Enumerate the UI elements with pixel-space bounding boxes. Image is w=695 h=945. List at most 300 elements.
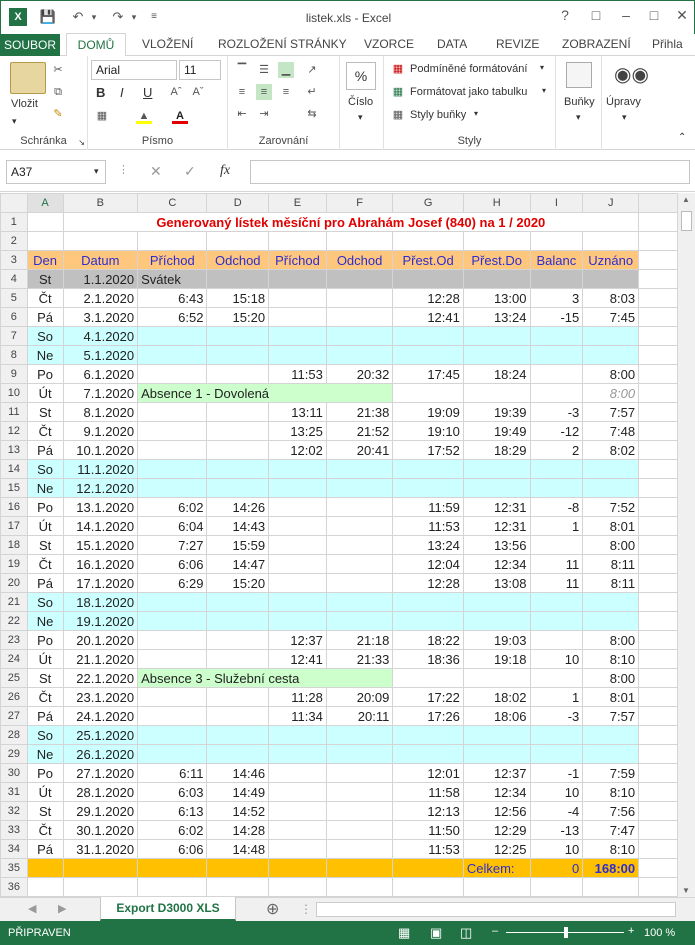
data-cell[interactable]	[138, 593, 207, 612]
minimize-icon[interactable]: –	[622, 7, 630, 23]
data-cell[interactable]	[207, 726, 269, 745]
table-header-cell[interactable]: Odchod	[207, 251, 269, 270]
column-header[interactable]: C	[138, 194, 207, 213]
data-cell[interactable]	[463, 612, 530, 631]
data-cell[interactable]: 19:09	[393, 403, 464, 422]
data-cell[interactable]: 12:01	[393, 764, 464, 783]
data-cell[interactable]: 12:34	[463, 783, 530, 802]
row-header[interactable]: 10	[1, 384, 28, 403]
cell[interactable]	[63, 878, 138, 897]
scroll-down-icon[interactable]: ▼	[682, 886, 690, 895]
date-cell[interactable]: 9.1.2020	[63, 422, 138, 441]
approved-cell[interactable]	[583, 327, 639, 346]
date-cell[interactable]: 6.1.2020	[63, 365, 138, 384]
data-cell[interactable]: 15:59	[207, 536, 269, 555]
cell[interactable]	[63, 232, 138, 251]
column-header[interactable]: F	[326, 194, 392, 213]
cell[interactable]	[639, 631, 678, 650]
row-header[interactable]: 8	[1, 346, 28, 365]
date-cell[interactable]: 5.1.2020	[63, 346, 138, 365]
conditional-format-dropdown-icon[interactable]: ▾	[540, 63, 545, 72]
column-header[interactable]: D	[207, 194, 269, 213]
cell[interactable]	[639, 745, 678, 764]
data-cell[interactable]: 12:37	[269, 631, 327, 650]
cell[interactable]	[27, 878, 63, 897]
day-cell[interactable]: Po	[27, 365, 63, 384]
data-cell[interactable]	[326, 745, 392, 764]
row-header[interactable]: 30	[1, 764, 28, 783]
row-header[interactable]: 1	[1, 213, 28, 232]
data-cell[interactable]	[138, 422, 207, 441]
data-cell[interactable]	[326, 327, 392, 346]
date-cell[interactable]: 22.1.2020	[63, 669, 138, 688]
data-cell[interactable]: -3	[530, 403, 583, 422]
cell[interactable]	[27, 232, 63, 251]
data-cell[interactable]: Svátek	[138, 270, 207, 289]
row-header[interactable]: 16	[1, 498, 28, 517]
approved-cell[interactable]: 7:59	[583, 764, 639, 783]
data-cell[interactable]: 17:26	[393, 707, 464, 726]
row-header[interactable]: 34	[1, 840, 28, 859]
total-cell[interactable]	[27, 859, 63, 878]
data-cell[interactable]	[138, 650, 207, 669]
cell-styles-icon[interactable]: ▦	[392, 109, 404, 121]
column-header[interactable]	[639, 194, 678, 213]
data-cell[interactable]: 12:37	[463, 764, 530, 783]
total-cell[interactable]	[63, 859, 138, 878]
approved-cell[interactable]: 7:45	[583, 308, 639, 327]
data-cell[interactable]	[269, 498, 327, 517]
data-cell[interactable]: 6:29	[138, 574, 207, 593]
cell[interactable]	[207, 232, 269, 251]
data-cell[interactable]: 6:04	[138, 517, 207, 536]
row-header[interactable]: 31	[1, 783, 28, 802]
day-cell[interactable]: So	[27, 726, 63, 745]
fill-color-icon[interactable]: ▲	[136, 108, 152, 124]
data-cell[interactable]	[326, 346, 392, 365]
data-cell[interactable]	[138, 365, 207, 384]
data-cell[interactable]	[393, 327, 464, 346]
add-sheet-icon[interactable]: ⊕	[266, 901, 280, 918]
font-color-icon[interactable]: A	[172, 108, 188, 124]
cell[interactable]	[639, 688, 678, 707]
data-cell[interactable]: -15	[530, 308, 583, 327]
cell[interactable]	[138, 878, 207, 897]
data-cell[interactable]: 11	[530, 555, 583, 574]
cell[interactable]	[639, 213, 678, 232]
maximize-icon[interactable]: □	[649, 7, 659, 23]
data-cell[interactable]	[326, 783, 392, 802]
date-cell[interactable]: 29.1.2020	[63, 802, 138, 821]
data-cell[interactable]: 10	[530, 650, 583, 669]
cell[interactable]	[639, 441, 678, 460]
data-cell[interactable]: 21:52	[326, 422, 392, 441]
name-box[interactable]: A37	[6, 160, 106, 184]
insert-function-icon[interactable]: fx	[220, 163, 231, 178]
row-header[interactable]: 25	[1, 669, 28, 688]
cell[interactable]	[639, 821, 678, 840]
day-cell[interactable]: Po	[27, 764, 63, 783]
conditional-format-icon[interactable]: ▦	[392, 63, 404, 75]
table-header-cell[interactable]: Přest.Od	[393, 251, 464, 270]
date-cell[interactable]: 28.1.2020	[63, 783, 138, 802]
approved-cell[interactable]: 8:10	[583, 783, 639, 802]
column-header[interactable]: E	[269, 194, 327, 213]
data-cell[interactable]: 19:03	[463, 631, 530, 650]
data-cell[interactable]	[530, 346, 583, 365]
date-cell[interactable]: 8.1.2020	[63, 403, 138, 422]
select-all-corner[interactable]	[1, 194, 28, 213]
data-cell[interactable]: 12:28	[393, 574, 464, 593]
total-balance[interactable]: 0	[530, 859, 583, 878]
cell[interactable]	[639, 536, 678, 555]
data-cell[interactable]: 15:20	[207, 308, 269, 327]
row-header[interactable]: 12	[1, 422, 28, 441]
data-cell[interactable]	[530, 593, 583, 612]
cell[interactable]	[138, 232, 207, 251]
day-cell[interactable]: Čt	[27, 289, 63, 308]
orientation-icon[interactable]: ↗	[307, 64, 317, 76]
data-cell[interactable]	[393, 384, 464, 403]
day-cell[interactable]: Pá	[27, 574, 63, 593]
day-cell[interactable]: Po	[27, 498, 63, 517]
date-cell[interactable]: 30.1.2020	[63, 821, 138, 840]
date-cell[interactable]: 31.1.2020	[63, 840, 138, 859]
row-header[interactable]: 11	[1, 403, 28, 422]
approved-cell[interactable]	[583, 593, 639, 612]
data-cell[interactable]	[138, 688, 207, 707]
row-header[interactable]: 3	[1, 251, 28, 270]
data-cell[interactable]: 12:31	[463, 498, 530, 517]
data-cell[interactable]	[138, 707, 207, 726]
cell[interactable]	[639, 479, 678, 498]
absence-cell[interactable]: Absence 1 - Dovolená	[138, 384, 393, 403]
data-cell[interactable]: 20:11	[326, 707, 392, 726]
data-cell[interactable]: 14:49	[207, 783, 269, 802]
data-cell[interactable]	[463, 460, 530, 479]
data-cell[interactable]	[138, 403, 207, 422]
total-cell[interactable]	[207, 859, 269, 878]
cell[interactable]	[639, 327, 678, 346]
day-cell[interactable]: Čt	[27, 821, 63, 840]
data-cell[interactable]	[530, 631, 583, 650]
data-cell[interactable]: 14:52	[207, 802, 269, 821]
cell[interactable]	[530, 878, 583, 897]
cell[interactable]	[639, 289, 678, 308]
undo-dropdown-icon[interactable]: ▾	[91, 12, 97, 22]
data-cell[interactable]	[207, 346, 269, 365]
data-cell[interactable]: 11	[530, 574, 583, 593]
row-header[interactable]: 2	[1, 232, 28, 251]
row-header[interactable]: 9	[1, 365, 28, 384]
cell[interactable]	[639, 384, 678, 403]
data-cell[interactable]	[269, 308, 327, 327]
cells-icon[interactable]	[566, 62, 592, 88]
date-cell[interactable]: 25.1.2020	[63, 726, 138, 745]
date-cell[interactable]: 14.1.2020	[63, 517, 138, 536]
data-cell[interactable]	[326, 802, 392, 821]
cancel-entry-icon[interactable]: ✕	[150, 163, 162, 179]
tab-review[interactable]: REVIZE	[496, 37, 540, 51]
data-cell[interactable]: 12:34	[463, 555, 530, 574]
data-cell[interactable]	[269, 479, 327, 498]
data-cell[interactable]	[326, 555, 392, 574]
approved-cell[interactable]: 8:01	[583, 688, 639, 707]
data-cell[interactable]: 14:26	[207, 498, 269, 517]
data-cell[interactable]: 13:00	[463, 289, 530, 308]
cell[interactable]	[639, 878, 678, 897]
day-cell[interactable]: Út	[27, 650, 63, 669]
date-cell[interactable]: 15.1.2020	[63, 536, 138, 555]
data-cell[interactable]: 15:18	[207, 289, 269, 308]
day-cell[interactable]: Po	[27, 631, 63, 650]
total-cell[interactable]	[393, 859, 464, 878]
approved-cell[interactable]: 8:10	[583, 650, 639, 669]
row-header[interactable]: 5	[1, 289, 28, 308]
day-cell[interactable]: Ne	[27, 479, 63, 498]
day-cell[interactable]: Ne	[27, 745, 63, 764]
data-cell[interactable]	[269, 726, 327, 745]
day-cell[interactable]: St	[27, 403, 63, 422]
data-cell[interactable]	[393, 270, 464, 289]
data-cell[interactable]	[207, 593, 269, 612]
absence-cell[interactable]: Absence 3 - Služební cesta	[138, 669, 393, 688]
row-header[interactable]: 21	[1, 593, 28, 612]
data-cell[interactable]: 6:02	[138, 498, 207, 517]
format-as-table-button[interactable]: Formátovat jako tabulku	[410, 86, 528, 98]
row-header[interactable]: 29	[1, 745, 28, 764]
date-cell[interactable]: 11.1.2020	[63, 460, 138, 479]
cell[interactable]	[639, 783, 678, 802]
approved-cell[interactable]: 7:52	[583, 498, 639, 517]
next-sheet-icon[interactable]: ▶	[58, 903, 67, 915]
cell[interactable]	[326, 232, 392, 251]
data-cell[interactable]	[138, 441, 207, 460]
data-cell[interactable]: 18:29	[463, 441, 530, 460]
cell[interactable]	[639, 232, 678, 251]
approved-cell[interactable]: 8:00	[583, 384, 639, 403]
normal-view-icon[interactable]: ▦	[398, 925, 411, 940]
row-header[interactable]: 19	[1, 555, 28, 574]
data-cell[interactable]	[530, 479, 583, 498]
confirm-entry-icon[interactable]: ✓	[184, 163, 196, 179]
data-cell[interactable]	[207, 403, 269, 422]
table-header-cell[interactable]: Balanc	[530, 251, 583, 270]
cell[interactable]	[639, 346, 678, 365]
cell[interactable]	[393, 878, 464, 897]
data-cell[interactable]: 19:49	[463, 422, 530, 441]
data-cell[interactable]	[463, 327, 530, 346]
day-cell[interactable]: Čt	[27, 422, 63, 441]
data-cell[interactable]	[207, 707, 269, 726]
zoom-level[interactable]: 100 %	[644, 927, 676, 939]
data-cell[interactable]	[530, 460, 583, 479]
binoculars-icon[interactable]: ◉◉	[614, 64, 649, 86]
data-cell[interactable]	[207, 327, 269, 346]
data-cell[interactable]: 20:09	[326, 688, 392, 707]
customize-toolbar-icon[interactable]: ≡	[151, 11, 157, 22]
cell[interactable]	[393, 232, 464, 251]
data-cell[interactable]: 18:06	[463, 707, 530, 726]
data-cell[interactable]: 13:25	[269, 422, 327, 441]
data-cell[interactable]: 12:56	[463, 802, 530, 821]
format-as-table-dropdown-icon[interactable]: ▾	[542, 86, 547, 95]
cell[interactable]	[639, 859, 678, 878]
table-header-cell[interactable]: Příchod	[269, 251, 327, 270]
percent-icon[interactable]: %	[346, 62, 376, 90]
collapse-ribbon-icon[interactable]: ⌃	[678, 132, 687, 143]
data-cell[interactable]	[393, 612, 464, 631]
data-cell[interactable]	[326, 593, 392, 612]
align-middle-icon[interactable]: ☰	[259, 64, 269, 76]
date-cell[interactable]: 18.1.2020	[63, 593, 138, 612]
data-cell[interactable]	[138, 327, 207, 346]
data-cell[interactable]: 19:18	[463, 650, 530, 669]
data-cell[interactable]	[138, 631, 207, 650]
data-cell[interactable]	[207, 479, 269, 498]
data-cell[interactable]	[530, 669, 583, 688]
redo-dropdown-icon[interactable]: ▾	[131, 12, 137, 22]
horizontal-scrollbar[interactable]	[316, 902, 676, 917]
data-cell[interactable]: 18:22	[393, 631, 464, 650]
data-cell[interactable]: -13	[530, 821, 583, 840]
data-cell[interactable]: 11:59	[393, 498, 464, 517]
cell[interactable]	[639, 612, 678, 631]
align-right-icon[interactable]: ≡	[282, 86, 290, 98]
approved-cell[interactable]	[583, 726, 639, 745]
tab-view[interactable]: ZOBRAZENÍ	[562, 37, 631, 51]
table-header-cell[interactable]: Přest.Do	[463, 251, 530, 270]
date-cell[interactable]: 13.1.2020	[63, 498, 138, 517]
column-header[interactable]: A	[27, 194, 63, 213]
data-cell[interactable]	[138, 346, 207, 365]
day-cell[interactable]: Pá	[27, 441, 63, 460]
approved-cell[interactable]: 8:01	[583, 517, 639, 536]
cell[interactable]	[639, 574, 678, 593]
cell[interactable]	[639, 802, 678, 821]
day-cell[interactable]: Ne	[27, 612, 63, 631]
italic-button[interactable]: I	[120, 85, 124, 100]
row-header[interactable]: 22	[1, 612, 28, 631]
font-grow-icon[interactable]: Aˆ	[170, 86, 182, 98]
data-cell[interactable]	[138, 745, 207, 764]
cell[interactable]	[639, 764, 678, 783]
cell[interactable]	[639, 517, 678, 536]
column-header[interactable]: H	[463, 194, 530, 213]
cell[interactable]	[27, 213, 63, 232]
data-cell[interactable]	[463, 479, 530, 498]
row-header[interactable]: 32	[1, 802, 28, 821]
approved-cell[interactable]: 8:00	[583, 536, 639, 555]
row-header[interactable]: 6	[1, 308, 28, 327]
data-cell[interactable]: 11:53	[393, 517, 464, 536]
date-cell[interactable]: 10.1.2020	[63, 441, 138, 460]
data-cell[interactable]	[207, 688, 269, 707]
cell[interactable]	[463, 232, 530, 251]
data-cell[interactable]: 7:27	[138, 536, 207, 555]
data-cell[interactable]: 10	[530, 783, 583, 802]
scroll-thumb[interactable]	[681, 211, 692, 231]
data-cell[interactable]: 20:32	[326, 365, 392, 384]
sheet-title[interactable]: Generovaný lístek měsíční pro Abrahám Josef (840) na 1 / 2020	[63, 213, 639, 232]
data-cell[interactable]	[393, 460, 464, 479]
table-header-cell[interactable]: Uznáno	[583, 251, 639, 270]
data-cell[interactable]: 18:36	[393, 650, 464, 669]
row-header[interactable]: 23	[1, 631, 28, 650]
data-cell[interactable]	[326, 821, 392, 840]
data-cell[interactable]	[530, 726, 583, 745]
row-header[interactable]: 20	[1, 574, 28, 593]
total-approved[interactable]: 168:00	[583, 859, 639, 878]
data-cell[interactable]	[463, 726, 530, 745]
zoom-in-icon[interactable]: +	[628, 925, 635, 937]
decrease-indent-icon[interactable]: ⇤	[237, 108, 247, 120]
row-header[interactable]: 35	[1, 859, 28, 878]
column-header[interactable]: G	[393, 194, 464, 213]
data-cell[interactable]: -1	[530, 764, 583, 783]
cell[interactable]	[639, 593, 678, 612]
wrap-text-icon[interactable]: ↵	[307, 86, 317, 98]
approved-cell[interactable]: 8:11	[583, 574, 639, 593]
approved-cell[interactable]: 8:00	[583, 631, 639, 650]
data-cell[interactable]	[138, 479, 207, 498]
approved-cell[interactable]: 7:57	[583, 403, 639, 422]
approved-cell[interactable]	[583, 270, 639, 289]
borders-icon[interactable]: ▦	[96, 110, 108, 122]
data-cell[interactable]: 6:13	[138, 802, 207, 821]
worksheet-grid[interactable]	[0, 193, 678, 897]
cell[interactable]	[639, 251, 678, 270]
data-cell[interactable]	[326, 764, 392, 783]
data-cell[interactable]	[269, 517, 327, 536]
date-cell[interactable]: 1.1.2020	[63, 270, 138, 289]
tab-insert[interactable]: VLOŽENÍ	[142, 37, 194, 51]
row-header[interactable]: 15	[1, 479, 28, 498]
data-cell[interactable]	[530, 365, 583, 384]
date-cell[interactable]: 7.1.2020	[63, 384, 138, 403]
data-cell[interactable]: 10	[530, 840, 583, 859]
day-cell[interactable]: St	[27, 802, 63, 821]
row-header[interactable]: 28	[1, 726, 28, 745]
cell[interactable]	[639, 270, 678, 289]
table-header-cell[interactable]: Datum	[63, 251, 138, 270]
data-cell[interactable]	[326, 460, 392, 479]
data-cell[interactable]	[393, 593, 464, 612]
date-cell[interactable]: 3.1.2020	[63, 308, 138, 327]
data-cell[interactable]	[269, 783, 327, 802]
cell[interactable]	[583, 878, 639, 897]
row-header[interactable]: 33	[1, 821, 28, 840]
format-as-table-icon[interactable]: ▦	[392, 86, 404, 98]
data-cell[interactable]	[326, 270, 392, 289]
data-cell[interactable]	[463, 669, 530, 688]
data-cell[interactable]: 6:06	[138, 840, 207, 859]
data-cell[interactable]: 13:24	[463, 308, 530, 327]
cell[interactable]	[639, 365, 678, 384]
data-cell[interactable]: 14:46	[207, 764, 269, 783]
day-cell[interactable]: So	[27, 460, 63, 479]
cell[interactable]	[326, 878, 392, 897]
data-cell[interactable]	[530, 327, 583, 346]
data-cell[interactable]	[269, 555, 327, 574]
cell[interactable]	[639, 460, 678, 479]
font-shrink-icon[interactable]: Aˇ	[192, 86, 204, 98]
font-name-select[interactable]: Arial	[91, 60, 177, 80]
data-cell[interactable]	[207, 270, 269, 289]
data-cell[interactable]: -12	[530, 422, 583, 441]
merge-center-icon[interactable]: ⇆	[307, 108, 317, 120]
save-icon[interactable]: 💾	[39, 9, 57, 24]
